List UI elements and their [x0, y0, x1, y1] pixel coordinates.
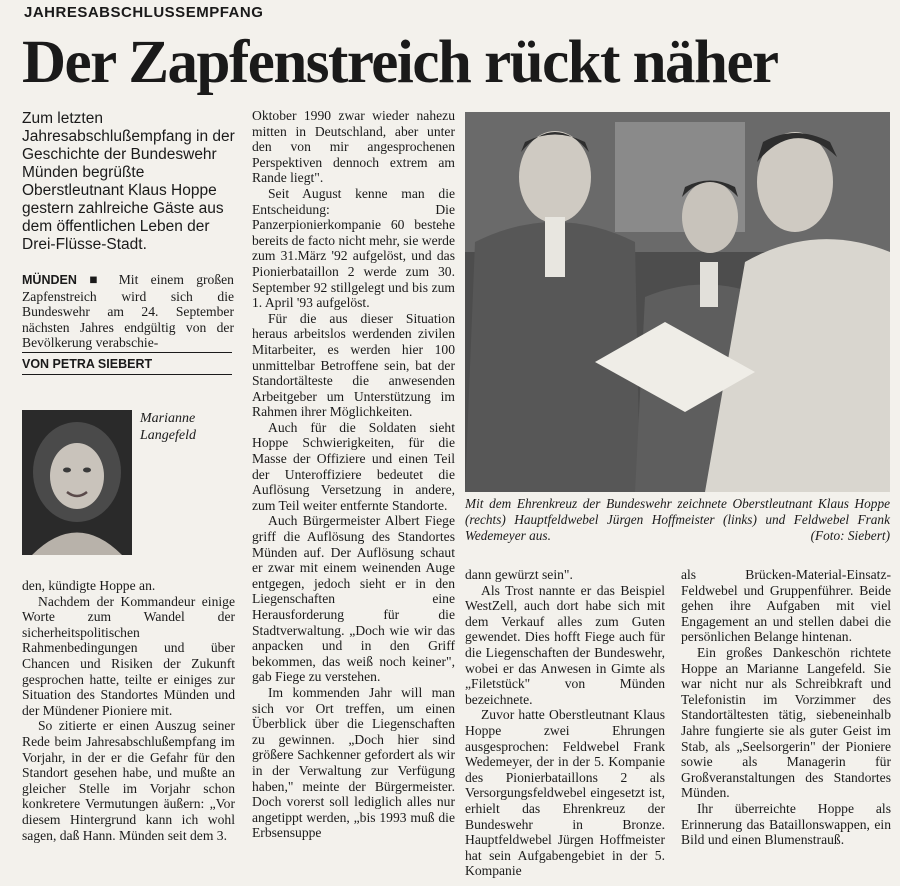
paragraph: Nachdem der Kommandeur einige Worte zum Wandel der sicherheitspolitischen Rahmenbedingungen und über Chancen und Risiken der Zukunft gesprochen hatte, teilte er einiges zur Situation des Standortes Münden und der Mündener Pioniere mit. [22, 593, 235, 718]
intro-text: Mit einem großen Zapfenstreich wird sich die Bundeswehr am 24. September nächsten Jahres endgültig von der Bevölkerung verabschie- [22, 272, 234, 351]
photo-credit: (Foto: Siebert) [810, 528, 890, 543]
portrait-photo [22, 410, 132, 555]
paragraph: Zuvor hatte Oberstleutnant Klaus Hoppe zwei Ehrungen ausgesprochen: Feldwebel Frank Wedemeyer, der in der 5. Kompanie des Pionierbataillons 2 als Versorgungsfeldwebel eingesetzt ist, erhielt das Ehrenkreuz der Bundeswehr in Bronze. Hauptfeldwebel Jürgen Hoffmeister hat sein Aufgabengebiet in der 5. Kompanie [465, 707, 665, 879]
portrait-caption-line: Langefeld [140, 428, 196, 443]
paragraph: Als Trost nannte er das Beispiel WestZell, auch dort habe sich mit dem Verkauf alles zum Guten gewendet. Dies hofft Fiege auch für die Liegenschaften der Bundeswehr, wobei er das Anwesen in Gimte als „Filetstück" von Münden bezeichnete. [465, 582, 665, 707]
paragraph: Im kommenden Jahr will man sich vor Ort treffen, um einen Überblick über die Liegenschaften zu gewinnen. „Doch hier sind größere Sachkenner gefordert als wir in der Verwaltung zur Verfügung haben," meinte der Bürgermeister. Doch vorerst soll lediglich alles nur angetippt werden, „bis 1993 muß die Erbsensuppe [252, 684, 455, 841]
paragraph: Auch für die Soldaten sieht Hoppe Schwierigkeiten, für die Masse der Offiziere und einen Teil der Unteroffiziere bedeutet die Auflösung Versetzung in andere, zum Teil weiter entfernte Standorte. [252, 419, 455, 513]
paragraph: So zitierte er einen Auszug seiner Rede beim Jahresabschlußempfang im Vorjahr, in der er die Gefahr für den Standort gesehen habe, und mußte an gleicher Stelle im Vorjahr schon konkretere Vermutungen äußern: „Vor diesem Hintergrund kann ich wohl sagen, daß Hann. Münden seit dem 3. [22, 718, 235, 843]
lead-paragraph: Zum letzten Jahresabschlußempfang in der Geschichte der Bundeswehr Münden begrüßte Oberstleutnant Klaus Hoppe gestern zahlreiche Gäste aus dem öffentlichen Leben der Drei-Flüsse-Stadt. [22, 110, 235, 253]
paragraph: Ein großes Dankeschön richtete Hoppe an Marianne Langefeld. Sie war nicht nur als Schreibkraft und Telefonistin im Vorzimmer des Standortältesten tätig, siebeneinhalb Jahre fungierte sie als guter Geist im Stab, als „Seelsorgerin" der Pioniere sowie als Managerin für Großveranstaltungen des Standortes Münden. [681, 644, 891, 801]
headline: Der Zapfenstreich rückt näher [22, 29, 778, 96]
intro-paragraph [22, 272, 234, 351]
dateline: MÜNDEN [22, 273, 77, 287]
article-column-2 [252, 108, 455, 841]
article-column-1 [22, 578, 235, 843]
paragraph: den, kündigte Hoppe an. [22, 578, 156, 593]
ceremony-photo [465, 112, 890, 492]
paragraph: Für die aus dieser Situation heraus arbeitslos werdenden zivilen Mitarbeiter, es werden hier 100 unmittelbar Betroffene sein, bat der Standortälteste die anwesenden Arbeitgeber um Unterstützung im Rahmen ihrer Möglichkeiten. [252, 310, 455, 420]
paragraph: Ihr überreichte Hoppe als Erinnerung das Bataillonswappen, ein Bild und einen Blumenstrauß. [681, 800, 891, 848]
portrait-caption [140, 410, 240, 444]
paragraph: Auch Bürgermeister Albert Fiege griff die Auflösung des Standortes Münden auf. Der Auflösung schaut er zwar mit einem weinenden Auge entgegen, jedoch sieht er in den Liegenschaften eine Herausforderung für die Stadtverwaltung. „Doch wie wir das anpacken und in den Griff bekommen, das weiß noch keiner", gab Fiege zu verstehen. [252, 513, 455, 685]
paragraph: dann gewürzt sein". [465, 567, 573, 582]
paragraph: Oktober 1990 zwar wieder nahezu mitten in Deutschland, aber unter den von mir angesprochenen Perspektiven dennoch extrem am Rande liegt". [252, 108, 455, 186]
photo-caption-text: Mit dem Ehrenkreuz der Bundeswehr zeichnete Oberstleutnant Klaus Hoppe (rechts) Hauptfeldwebel Jürgen Hoffmeister (links) und Feldwebel Frank Wedemeyer aus. [465, 496, 890, 543]
article-column-4 [681, 567, 891, 848]
paragraph: als Brücken-Material-Einsatz-Feldwebel und Gruppenführer. Beide gehen ihre Aufgaben mit viel Engagement an und stellen dabei die persönlichen Belange hintenan. [681, 567, 891, 645]
photo-caption [465, 496, 890, 544]
section-kicker: JAHRESABSCHLUSSEMPFANG [24, 4, 264, 21]
paragraph: Seit August kenne man die Entscheidung: Die Panzerpionierkompanie 60 bestehe bereits de facto nicht mehr, sie werde zum 31.März '92 aufgelöst, und das Pionierbataillon 2 werde zum 30. September 92 stillgelegt und bis zum 1. April '93 aufgelöst. [252, 185, 455, 311]
article-column-3 [465, 567, 665, 879]
dateline-separator: ■ [89, 272, 107, 287]
portrait-caption-line: Marianne [140, 411, 196, 426]
byline: VON PETRA SIEBERT [22, 352, 232, 375]
